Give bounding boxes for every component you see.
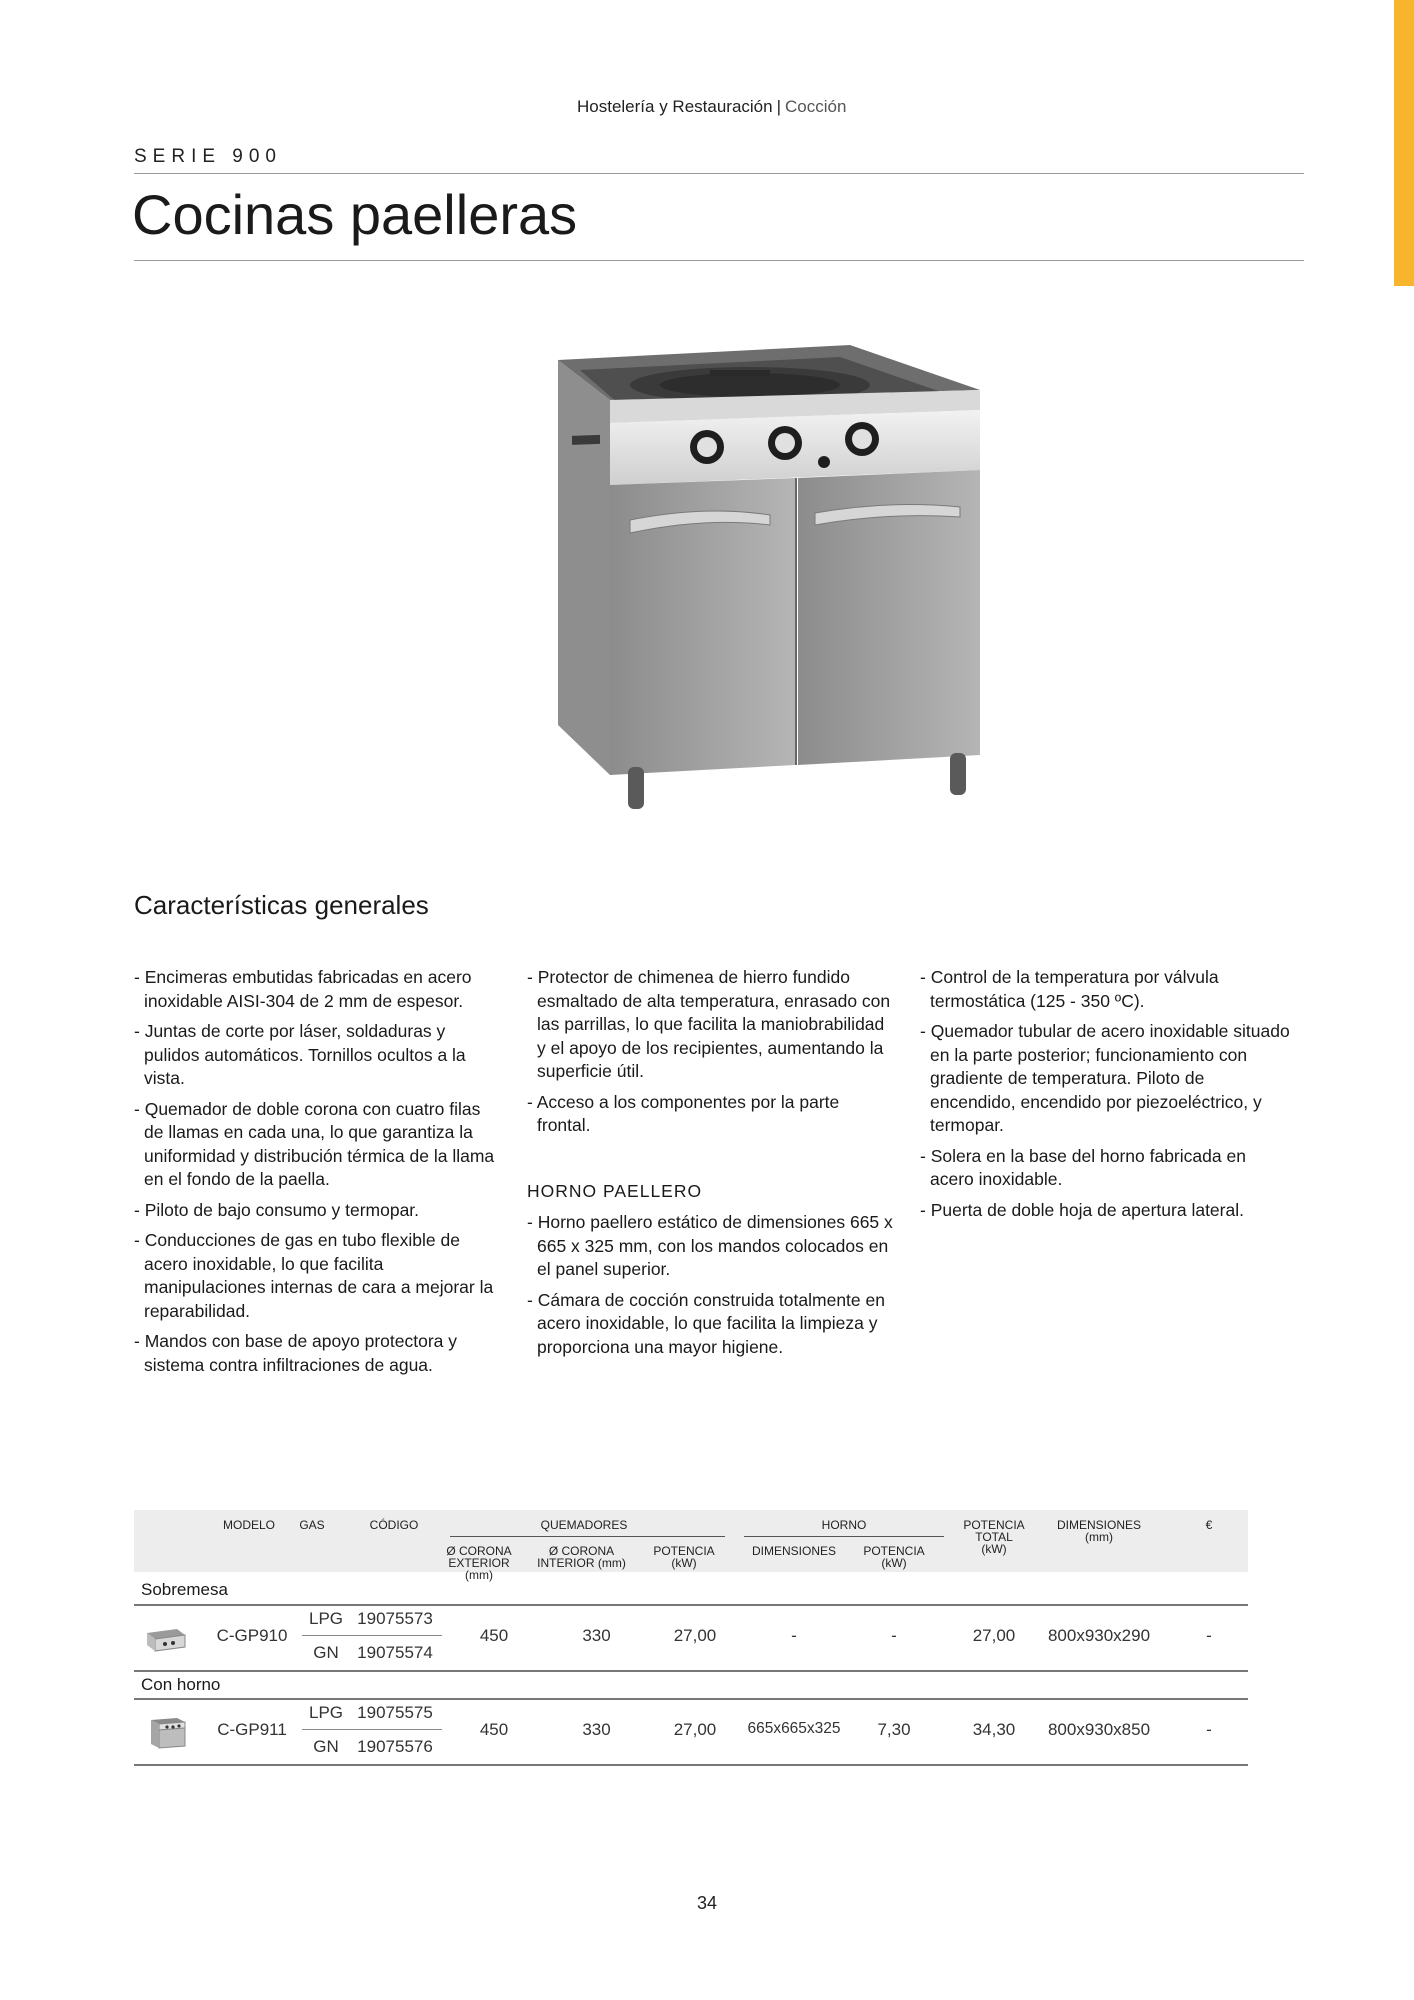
corona-ext-cell: 450 bbox=[479, 1626, 509, 1645]
model-cell: C-GP910 bbox=[216, 1626, 288, 1645]
feature-item: - Cámara de cocción construida totalmente en acero inoxidable, lo que facilita la limpieza y proporciona una mayor higiene. bbox=[527, 1289, 897, 1360]
page-title: Cocinas paelleras bbox=[132, 183, 578, 246]
gas-cell: GN bbox=[313, 1643, 339, 1662]
model-cell: C-GP911 bbox=[217, 1720, 287, 1739]
feature-item: - Control de la temperatura por válvula termostática (125 - 350 ºC). bbox=[920, 966, 1290, 1013]
page-number: 34 bbox=[696, 1893, 718, 1913]
dimensiones-cell: 800x930x850 bbox=[1047, 1720, 1151, 1739]
horno-potencia-cell: - bbox=[891, 1626, 897, 1645]
potencia-quemadores-cell: 27,00 bbox=[673, 1720, 717, 1739]
header-section: Hostelería y Restauración bbox=[577, 97, 773, 116]
gas-cell: LPG bbox=[308, 1609, 344, 1628]
feature-item: - Mandos con base de apoyo protectora y sistema contra infiltraciones de agua. bbox=[134, 1330, 504, 1377]
th-horno: HORNO bbox=[821, 1518, 867, 1532]
th-dimensiones: DIMENSIONES (mm) bbox=[1056, 1518, 1141, 1544]
title-divider bbox=[134, 260, 1304, 261]
code-cell: 19075576 bbox=[357, 1737, 433, 1756]
feature-item: - Encimeras embutidas fabricadas en acero inoxidable AISI-304 de 2 mm de espesor. bbox=[134, 966, 504, 1013]
th-corona-ext: Ø CORONA EXTERIOR (mm) bbox=[446, 1544, 512, 1582]
row-divider bbox=[134, 1670, 1248, 1672]
features-column-1 bbox=[134, 966, 504, 1384]
horno-dimensiones-cell: 665x665x325 bbox=[747, 1720, 841, 1737]
th-quemadores: QUEMADORES bbox=[540, 1518, 628, 1532]
dimensiones-cell: 800x930x290 bbox=[1047, 1626, 1151, 1645]
corona-ext-cell: 450 bbox=[479, 1720, 509, 1739]
potencia-quemadores-cell: 27,00 bbox=[673, 1626, 717, 1645]
feature-item: - Acceso a los componentes por la parte frontal. bbox=[527, 1091, 897, 1138]
paella-cooker-image bbox=[540, 335, 1000, 815]
feature-item: - Quemador tubular de acero inoxidable situado en la parte posterior; funcionamiento con gradiente de temperatura. Piloto de encendido, encendido por piezoeléctrico, y termopar. bbox=[920, 1020, 1290, 1138]
oven-cooker-thumbnail bbox=[145, 1716, 189, 1750]
top-divider bbox=[134, 173, 1304, 174]
feature-item: - Protector de chimenea de hierro fundido esmaltado de alta temperatura, enrasado con las parrillas, lo que facilita la maniobrabilidad y el apoyo de los recipientes, aumentando la superficie útil. bbox=[527, 966, 897, 1084]
feature-item: - Horno paellero estático de dimensiones 665 x 665 x 325 mm, con los mandos colocados en el panel superior. bbox=[527, 1211, 897, 1282]
th-potencia-total: POTENCIA TOTAL (kW) bbox=[963, 1518, 1025, 1556]
feature-item: - Conducciones de gas en tubo flexible de acero inoxidable, lo que facilita manipulaciones internas de cara a mejorar la reparabilidad. bbox=[134, 1229, 504, 1323]
row-divider bbox=[134, 1698, 1248, 1700]
gas-cell: LPG bbox=[308, 1703, 344, 1722]
th-horno-dimensiones: DIMENSIONES bbox=[751, 1544, 836, 1558]
page-header bbox=[577, 97, 846, 117]
code-cell: 19075573 bbox=[357, 1609, 433, 1628]
header-subsection: Cocción bbox=[785, 97, 847, 116]
feature-item: - Juntas de corte por láser, soldaduras y pulidos automáticos. Tornillos ocultos a la vista. bbox=[134, 1020, 504, 1091]
feature-item: - Puerta de doble hoja de apertura lateral. bbox=[920, 1199, 1290, 1223]
corona-int-cell: 330 bbox=[582, 1626, 611, 1645]
series-label: SERIE 900 bbox=[134, 146, 282, 167]
code-cell: 19075575 bbox=[357, 1703, 433, 1722]
header-separator: | bbox=[776, 97, 782, 116]
potencia-total-cell: 34,30 bbox=[972, 1720, 1016, 1739]
code-cell: 19075574 bbox=[357, 1643, 433, 1662]
group-label-con-horno: Con horno bbox=[141, 1675, 221, 1694]
horno-dimensiones-cell: - bbox=[791, 1626, 797, 1645]
th-codigo: CÓDIGO bbox=[369, 1518, 419, 1532]
th-corona-int: Ø CORONA INTERIOR (mm) bbox=[537, 1544, 626, 1570]
horno-potencia-cell: 7,30 bbox=[877, 1720, 911, 1739]
th-modelo: MODELO bbox=[222, 1518, 275, 1532]
table-header bbox=[134, 1510, 1248, 1582]
feature-item: - Piloto de bajo consumo y termopar. bbox=[134, 1199, 504, 1223]
oven-heading: HORNO PAELLERO bbox=[527, 1180, 703, 1201]
features-column-2 bbox=[527, 966, 897, 1366]
feature-item: - Quemador de doble corona con cuatro filas de llamas en cada una, lo que garantiza la uniformidad y distribución térmica de la llama en el fondo de la paella. bbox=[134, 1098, 504, 1192]
th-potencia-quemadores: POTENCIA (kW) bbox=[653, 1544, 715, 1570]
th-horno-potencia: POTENCIA (kW) bbox=[863, 1544, 925, 1570]
row-divider bbox=[134, 1764, 1248, 1766]
potencia-total-cell: 27,00 bbox=[972, 1626, 1016, 1645]
general-features-heading: Características generales bbox=[134, 890, 429, 920]
gas-cell: GN bbox=[313, 1737, 339, 1756]
precio-cell: - bbox=[1206, 1626, 1212, 1645]
feature-item: - Solera en la base del horno fabricada en acero inoxidable. bbox=[920, 1145, 1290, 1192]
corona-int-cell: 330 bbox=[582, 1720, 611, 1739]
countertop-cooker-thumbnail bbox=[143, 1623, 187, 1657]
th-precio: € bbox=[1205, 1518, 1213, 1532]
group-label-sobremesa: Sobremesa bbox=[141, 1580, 228, 1599]
precio-cell: - bbox=[1206, 1720, 1212, 1739]
accent-tab bbox=[1394, 0, 1414, 286]
th-gas: GAS bbox=[299, 1518, 325, 1532]
features-column-3 bbox=[920, 966, 1290, 1229]
row-divider bbox=[134, 1604, 1248, 1606]
